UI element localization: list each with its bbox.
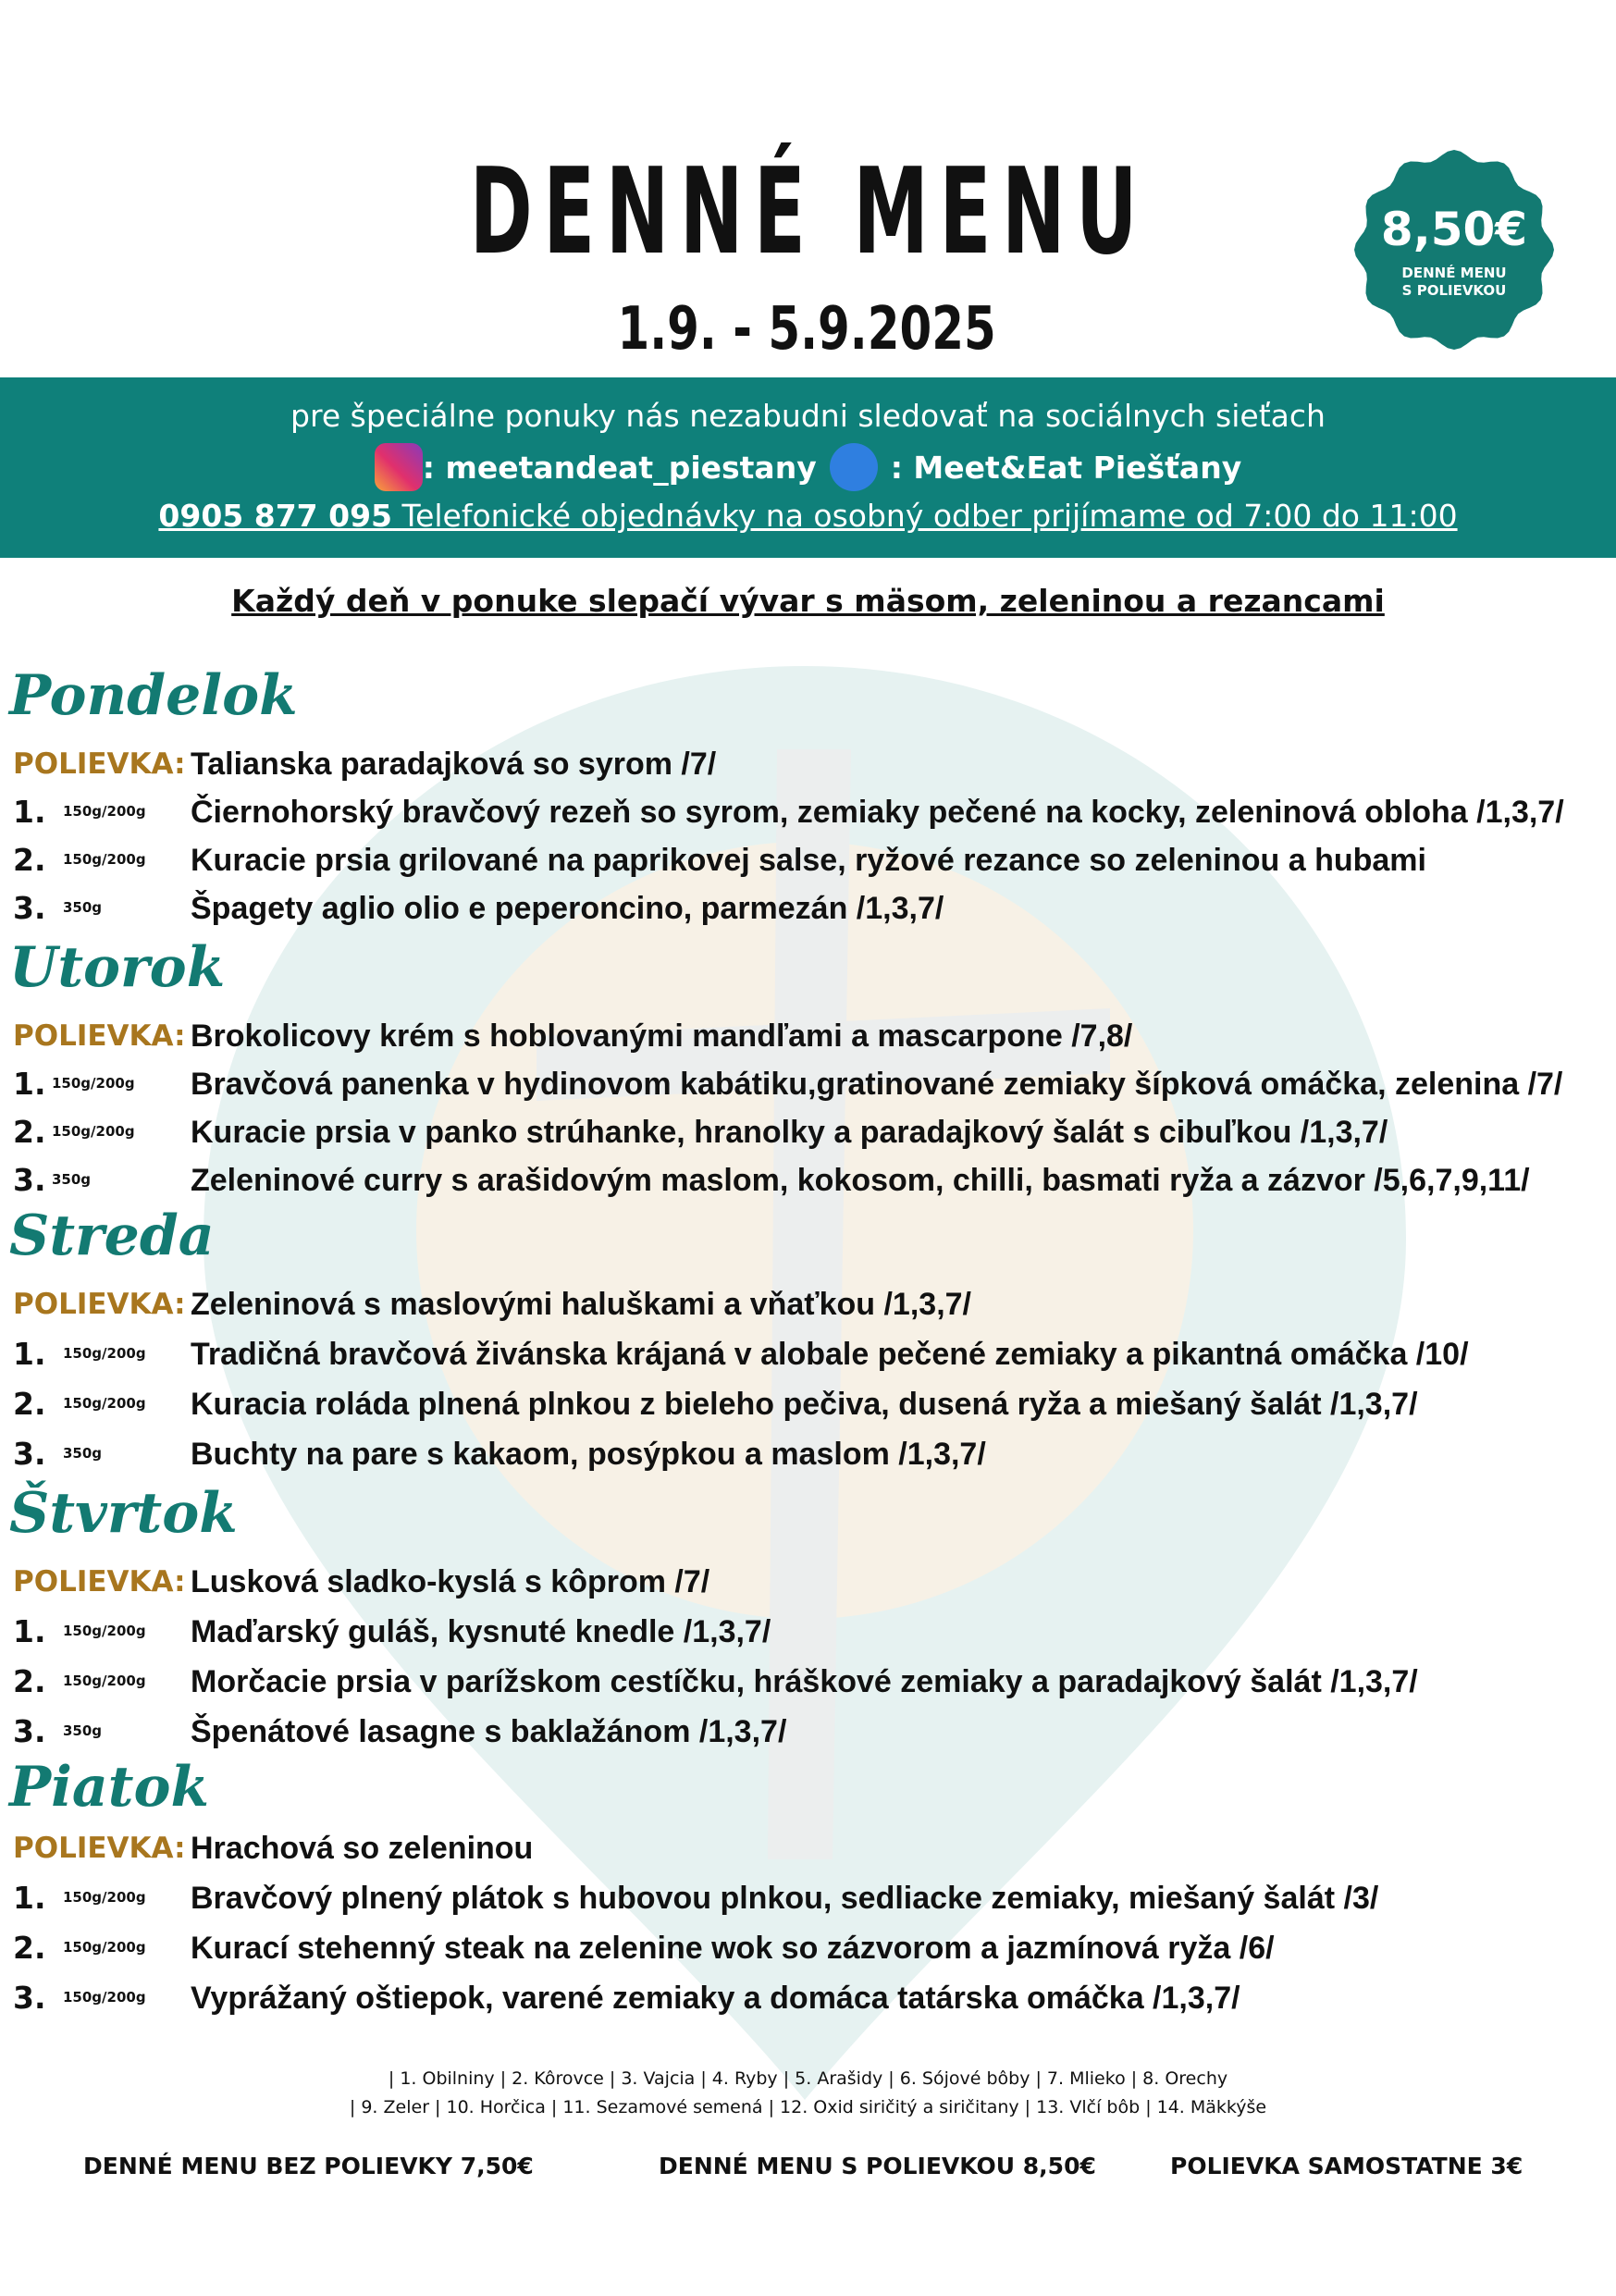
item-weight: 150g/200g: [63, 1989, 146, 2006]
item-number: 2.: [13, 1663, 46, 1699]
item-number: 3.: [13, 890, 46, 926]
menu-item-row: [0, 1156, 1616, 1204]
soup-name: Hrachová so zeleninou: [191, 1831, 534, 1866]
item-dish: Vyprážaný oštiepok, varené zemiaky a domáca tatárska omáčka /1,3,7/: [191, 1981, 1240, 2016]
menu-item-row: [0, 1108, 1616, 1156]
badge-caption: [1352, 265, 1556, 300]
item-dish: Buchty na pare s kakaom, posýpkou a maslom /1,3,7/: [191, 1437, 986, 1472]
item-dish: Špagety aglio olio e peperoncino, parmezán /1,3,7/: [191, 891, 944, 926]
soup-name: Zeleninová s maslovými haluškami a vňaťkou /1,3,7/: [191, 1287, 971, 1322]
item-dish: Tradičná bravčová živánska krájaná v alobale pečené zemiaky a pikantná omáčka /10/: [191, 1337, 1469, 1372]
order-info: [0, 496, 1616, 537]
menu-item-row: [0, 1974, 1616, 2022]
menu-item-row: [0, 836, 1616, 884]
menu-item-row: [0, 884, 1616, 932]
item-weight: 350g: [63, 1445, 103, 1462]
day-heading-streda: Streda: [9, 1204, 215, 1268]
badge-caption-line2: S POLIEVKOU: [1401, 282, 1507, 299]
item-number: 1.: [13, 1613, 46, 1649]
item-dish: Kurací stehenný steak na zelenine wok so zázvorom a jazmínová ryža /6/: [191, 1931, 1275, 1966]
item-dish: Kuracie prsia v panko strúhanke, hranolky a paradajkový šalát s cibuľkou /1,3,7/: [191, 1115, 1388, 1150]
footer-price-soup-alone: POLIEVKA SAMOSTATNE 3€: [1170, 2153, 1523, 2179]
daily-soup-note: Každý deň v ponuke slepačí vývar s mäsom, zeleninou a rezancami: [231, 583, 1385, 619]
item-dish: Bravčová panenka v hydinovom kabátiku,gratinované zemiaky šípková omáčka, zelenina /7/: [191, 1067, 1563, 1102]
order-hours-text: Telefonické objednávky na osobný odber prijímame od 7:00 do 11:00: [401, 498, 1458, 534]
menu-item-row: [0, 788, 1616, 836]
day-heading-pondelok: Pondelok: [9, 663, 298, 728]
item-dish: Čiernohorský bravčový rezeň so syrom, zemiaky pečené na kocky, zeleninová obloha /1,3,7/: [191, 795, 1564, 830]
menu-item-row: [0, 1658, 1616, 1706]
price-badge: [1352, 148, 1556, 352]
menu-item-row: [0, 1430, 1616, 1478]
menu-item-row: [0, 1924, 1616, 1972]
item-number: 1.: [13, 1066, 46, 1102]
menu-item-row: [0, 1060, 1616, 1108]
menu-item-row: [0, 1874, 1616, 1922]
item-number: 2.: [13, 1930, 46, 1966]
soup-row: [0, 1558, 1616, 1606]
item-number: 2.: [13, 1114, 46, 1150]
item-dish: Morčacie prsia v parížskom cestíčku, hráškové zemiaky a paradajkový šalát /1,3,7/: [191, 1664, 1418, 1699]
item-dish: Zeleninové curry s arašidovým maslom, kokosom, chilli, basmati ryža a zázvor /5,6,7,9,11/: [191, 1163, 1530, 1198]
social-handles: [0, 444, 1616, 494]
day-heading-piatok: Piatok: [9, 1755, 210, 1820]
item-number: 3.: [13, 1713, 46, 1749]
soup-label: POLIEVKA:: [13, 747, 186, 781]
item-weight: 350g: [52, 1171, 92, 1188]
item-number: 3.: [13, 1980, 46, 2016]
item-weight: 150g/200g: [63, 1673, 146, 1689]
soup-label: POLIEVKA:: [13, 1019, 186, 1053]
allergen-list-line1: | 1. Obilniny | 2. Kôrovce | 3. Vajcia | 4. Ryby | 5. Arašidy | 6. Sójové bôby | 7. Mlieko | 8. Orechy: [388, 2068, 1228, 2089]
item-weight: 150g/200g: [63, 1939, 146, 1956]
social-banner: [0, 377, 1616, 558]
footer-price-with-soup: DENNÉ MENU S POLIEVKOU 8,50€: [659, 2153, 1096, 2179]
soup-label: POLIEVKA:: [13, 1288, 186, 1321]
item-number: 3.: [13, 1436, 46, 1472]
item-weight: 150g/200g: [63, 1889, 146, 1906]
item-dish: Bravčový plnený plátok s hubovou plnkou, sedliacke zemiaky, miešaný šalát /3/: [191, 1881, 1379, 1916]
soup-name: Lusková sladko-kyslá s kôprom /7/: [191, 1564, 710, 1599]
menu-date-range: 1.9. - 5.9.2025: [617, 295, 996, 364]
day-heading-stvrtok: Štvrtok: [9, 1481, 238, 1546]
menu-item-row: [0, 1380, 1616, 1428]
soup-row: [0, 1012, 1616, 1060]
item-weight: 150g/200g: [63, 1395, 146, 1412]
item-weight: 150g/200g: [63, 1623, 146, 1639]
day-heading-utorok: Utorok: [9, 935, 226, 1000]
allergen-list-line2: | 9. Zeler | 10. Horčica | 11. Sezamové semená | 12. Oxid siričitý a siričitany | 13. Vlčí bôb | 14. Mäkkýše: [349, 2097, 1267, 2117]
item-dish: Maďarský guláš, kysnuté knedle /1,3,7/: [191, 1614, 771, 1649]
item-number: 3.: [13, 1162, 46, 1198]
item-dish: Kuracia roláda plnená plnkou z bieleho pečiva, dusená ryža a miešaný šalát /1,3,7/: [191, 1387, 1418, 1422]
item-number: 2.: [13, 842, 46, 878]
item-weight: 150g/200g: [63, 1345, 146, 1362]
soup-name: Brokolicovy krém s hoblovanými mandľami a mascarpone /7,8/: [191, 1018, 1133, 1054]
footer-price-without-soup: DENNÉ MENU BEZ POLIEVKY 7,50€: [83, 2153, 534, 2179]
soup-row: [0, 1280, 1616, 1328]
soup-name: Talianska paradajková so syrom /7/: [191, 747, 717, 782]
badge-price: 8,50€: [1380, 203, 1528, 256]
soup-row: [0, 1824, 1616, 1872]
item-weight: 150g/200g: [52, 1123, 135, 1140]
item-number: 2.: [13, 1386, 46, 1422]
facebook-handle[interactable]: : Meet&Eat Piešťany: [890, 450, 1242, 486]
instagram-icon[interactable]: [375, 443, 423, 491]
menu-item-row: [0, 1608, 1616, 1656]
item-number: 1.: [13, 1880, 46, 1916]
menu-item-row: [0, 1330, 1616, 1378]
item-dish: Špenátové lasagne s baklažánom /1,3,7/: [191, 1714, 787, 1749]
social-follow-text: pre špeciálne ponuky nás nezabudni sledovať na sociálnych sieťach: [290, 398, 1326, 434]
item-dish: Kuracie prsia grilované na paprikovej salse, ryžové rezance so zeleninou a hubami: [191, 843, 1426, 878]
item-number: 1.: [13, 1336, 46, 1372]
item-weight: 150g/200g: [63, 851, 146, 868]
soup-label: POLIEVKA:: [13, 1565, 186, 1599]
menu-item-row: [0, 1708, 1616, 1756]
soup-label: POLIEVKA:: [13, 1832, 186, 1865]
item-number: 1.: [13, 794, 46, 830]
phone-number[interactable]: 0905 877 095: [158, 498, 393, 534]
soup-row: [0, 740, 1616, 788]
item-weight: 150g/200g: [63, 803, 146, 820]
facebook-icon[interactable]: [830, 443, 878, 491]
badge-caption-line1: DENNÉ MENU: [1401, 265, 1507, 281]
item-weight: 350g: [63, 899, 103, 916]
instagram-handle[interactable]: : meetandeat_piestany: [422, 450, 817, 486]
menu-title: DENNÉ MENU: [469, 143, 1149, 281]
item-weight: 150g/200g: [52, 1075, 135, 1092]
item-weight: 350g: [63, 1722, 103, 1739]
